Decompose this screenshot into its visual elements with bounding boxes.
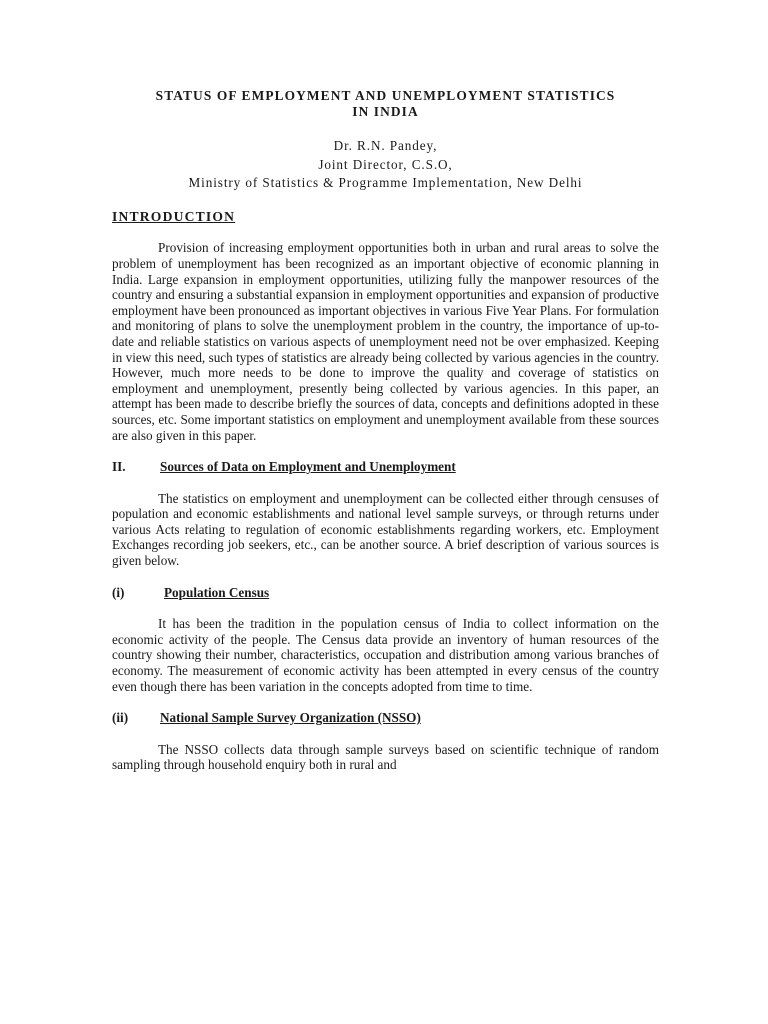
author-affiliation: Ministry of Statistics & Programme Implementation, New Delhi bbox=[188, 175, 583, 191]
subsection-2-title: National Sample Survey Organization (NSSO) bbox=[160, 710, 421, 726]
author-block bbox=[112, 137, 659, 193]
introduction-heading: INTRODUCTION bbox=[112, 208, 236, 224]
section-2-paragraph: The statistics on employment and unemployment can be collected either through censuses of population and economic establishments and national level sample surveys, or through returns under various Acts relating to regulation of economic establishments regarding workers, etc. Employment Exchanges recording job seekers, etc., can be another source. A brief description of various sources is given below. bbox=[112, 490, 659, 569]
author-name: Dr. R.N. Pandey, bbox=[333, 138, 438, 153]
section-2-title: Sources of Data on Employment and Unemployment bbox=[160, 459, 456, 475]
subsection-2-heading bbox=[112, 710, 659, 726]
subsection-2-paragraph: The NSSO collects data through sample surveys based on scientific technique of random sampling through household enquiry both in rural and bbox=[112, 741, 659, 773]
section-2-number: II. bbox=[112, 459, 126, 475]
subsection-1-number: (i) bbox=[112, 584, 125, 600]
subsection-2-number: (ii) bbox=[112, 710, 129, 726]
title-line-1: STATUS OF EMPLOYMENT AND UNEMPLOYMENT STATISTICS bbox=[155, 88, 616, 103]
introduction-paragraph: Provision of increasing employment opportunities both in urban and rural areas to solve the problem of unemployment has been recognized as an important objective of economic planning in India. Large expansion in employment opportunities, utilizing fully the manpower resources of the country and ensuring a substantial expansion in employment opportunities and expansion of productive employment have been pronounced as important objectives in various Five Year Plans. For formulation and monitoring of plans to solve the unemployment problem in the country, the importance of up-to-date and reliable statistics on various aspects of unemployment need not be over emphasized. Keeping in view this need, such types of statistics are already being collected by various agencies in the country. However, much more needs to be done to improve the quality and coverage of statistics on employment and unemployment, presently being collected by various agencies. In this paper, an attempt has been made to describe briefly the sources of data, concepts and definitions adopted in these sources, etc. Some important statistics on employment and unemployment available from these sources are also given in this paper. bbox=[112, 240, 659, 443]
subsection-1-title: Population Census bbox=[164, 584, 270, 600]
author-role: Joint Director, C.S.O, bbox=[318, 156, 453, 172]
document-title bbox=[112, 88, 659, 120]
section-2-heading bbox=[112, 459, 659, 475]
document-page bbox=[112, 88, 659, 773]
title-line-2: IN INDIA bbox=[352, 104, 419, 119]
subsection-1-heading bbox=[112, 585, 659, 601]
subsection-1-paragraph: It has been the tradition in the population census of India to collect information on the economic activity of the people. The Census data provide an inventory of human resources of the country showing their number, characteristics, occupation and distribution among various branches of economy. The measurement of economic activity has been attempted in every census of the country even though there has been variation in the concepts adopted from time to time. bbox=[112, 616, 659, 694]
